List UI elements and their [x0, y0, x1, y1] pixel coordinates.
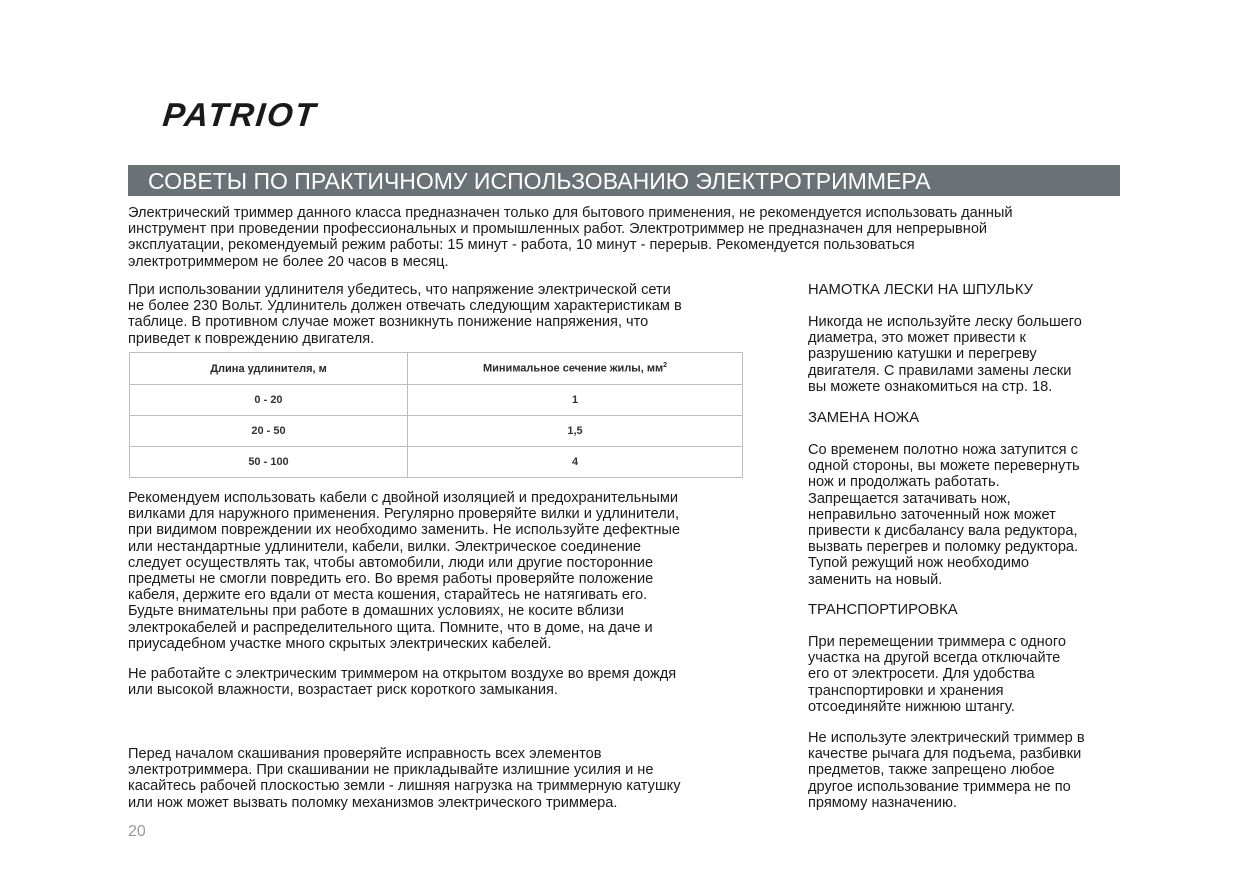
text-line: Никогда не используйте леску большего [808, 314, 1082, 330]
intro-paragraph [128, 205, 1013, 270]
text-line: Перед началом скашивания проверяйте исправность всех элементов [128, 746, 602, 762]
knife-replacement-heading: ЗАМЕНА НОЖА [808, 410, 920, 426]
table-cell-section: 4 [408, 447, 743, 478]
transport-paragraph [808, 634, 1066, 715]
text-line: таблице. В противном случае может возникнуть понижение напряжения, что [128, 314, 649, 331]
text-line: неправильно заточенный нож может [808, 506, 1056, 523]
text-line: Тупой режущий нож необходимо [808, 555, 1030, 572]
table-cell-length: 50 - 100 [130, 447, 408, 478]
patriot-logo: PATRIOT [161, 96, 319, 133]
text-line: Электрический триммер данного класса предназначен только для бытового применения, не рекомендуется использовать данный [128, 205, 1013, 221]
text-line: электротриммера. При скашивании не прикладывайте излишние усилия и не [128, 762, 654, 779]
knife-replacement-paragraph [808, 442, 1080, 588]
section-title-banner: СОВЕТЫ ПО ПРАКТИЧНОМУ ИСПОЛЬЗОВАНИЮ ЭЛЕКТРОТРИММЕРА [128, 165, 1120, 196]
text-line: вызвать перегрев и поломку редуктора. [808, 539, 1079, 556]
extension-paragraph [128, 282, 682, 347]
table-row [130, 447, 743, 478]
check-paragraph [128, 746, 681, 811]
table-cell-length: 0 - 20 [130, 385, 408, 416]
line-winding-paragraph [808, 314, 1082, 395]
table-row [130, 385, 743, 416]
rain-paragraph [128, 666, 676, 698]
text-line: инструмент при проведении профессиональных и промышленных работ. Электротриммер не предназначен для непрерывной [128, 221, 988, 238]
text-line: предметы не смогли повредить его. Во время работы проверяйте положение [128, 571, 654, 588]
text-line: Рекомендуем использовать кабели с двойной изоляцией и предохранительными [128, 490, 679, 506]
text-line: или нож может вызвать поломку механизмов электрического триммера. [128, 794, 618, 811]
text-line: двигателя. С правилами замены лески [808, 362, 1072, 379]
superscript-2: 2 [663, 362, 667, 370]
text-line: одной стороны, вы можете перевернуть [808, 458, 1080, 475]
text-line: приведет к повреждению двигателя. [128, 330, 375, 347]
text-line: при видимом повреждении их необходимо заменить. Не используйте дефектные [128, 522, 681, 539]
extension-cord-table [129, 352, 743, 478]
table-cell-length: 20 - 50 [130, 416, 408, 447]
text-line: электротриммером не более 20 часов в месяц. [128, 253, 449, 270]
table-row [130, 416, 743, 447]
transport-heading: ТРАНСПОРТИРОВКА [808, 602, 958, 618]
table-header-length: Длина удлинителя, м [130, 353, 408, 385]
text-line: следует осуществлять так, чтобы автомобили, люди или другие посторонние [128, 554, 654, 571]
table-cell-section: 1,5 [408, 416, 743, 447]
line-winding-heading: НАМОТКА ЛЕСКИ НА ШПУЛЬКУ [808, 282, 1034, 298]
text-line: транспортировки и хранения [808, 682, 1004, 699]
text-line: Запрещается затачивать нож, [808, 490, 1011, 507]
table-header-section [408, 353, 743, 385]
table-header-section-label: Минимальное сечение жилы, мм [482, 362, 664, 375]
cables-paragraph [128, 490, 680, 652]
text-line: разрушению катушки и перегреву [808, 346, 1037, 363]
text-line: эксплуатации, рекомендуемый режим работы: 15 минут - работа, 10 минут - перерыв. Рекомендуется пользоваться [128, 237, 915, 254]
text-line: Не работайте с электрическим триммером на открытом воздухе во время дождя [128, 666, 677, 682]
text-line: Будьте внимательны при работе в домашних условиях, не косите вблизи [128, 603, 624, 620]
table-header-row [130, 353, 743, 385]
lever-warning-paragraph [808, 730, 1085, 811]
text-line: не более 230 Вольт. Удлинитель должен отвечать следующим характеристикам в [128, 298, 682, 315]
text-line: или нестандартные удлинители, кабели, вилки. Электрическое соединение [128, 538, 642, 555]
text-line: диаметра, это может привести к [808, 330, 1026, 347]
text-line: участка на другой всегда отключайте [808, 650, 1061, 667]
text-line: отсоединяйте нижнюю штангу. [808, 698, 1015, 715]
text-line: или высокой влажности, возрастает риск короткого замыкания. [128, 682, 558, 699]
text-line: нож и продолжать работать. [808, 474, 1000, 491]
text-line: Не используте электрический триммер в [808, 730, 1085, 746]
page-number: 20 [128, 823, 146, 840]
text-line: предметов, также запрещено любое [808, 762, 1055, 779]
text-line: При использовании удлинителя убедитесь, что напряжение электрической сети [128, 282, 671, 298]
text-line: касайтесь рабочей плоскостью земли - лишняя нагрузка на триммерную катушку [128, 778, 681, 795]
text-line: прямому назначению. [808, 794, 957, 811]
text-line: кабеля, держите его вдали от места кошения, старайтесь не натягивать его. [128, 587, 648, 604]
text-line: вы можете ознакомиться на стр. 18. [808, 378, 1053, 395]
text-line: приусадебном участке много скрытых электрических кабелей. [128, 635, 552, 652]
text-line: его от электросети. Для удобства [808, 666, 1035, 683]
text-line: заменить на новый. [808, 571, 943, 588]
text-line: привести к дисбалансу вала редуктора, [808, 523, 1078, 540]
text-line: При перемещении триммера с одного [808, 634, 1066, 650]
text-line: качестве рычага для подъема, разбивки [808, 746, 1082, 763]
text-line: вилками для наружного применения. Регулярно проверяйте вилки и удлинители, [128, 506, 679, 523]
text-line: электрокабелей и распределительного щита. Помните, что в доме, на даче и [128, 619, 653, 636]
text-line: Со временем полотно ножа затупится с [808, 442, 1078, 458]
text-line: другое использование триммера не по [808, 778, 1071, 795]
table-cell-section: 1 [408, 385, 743, 416]
